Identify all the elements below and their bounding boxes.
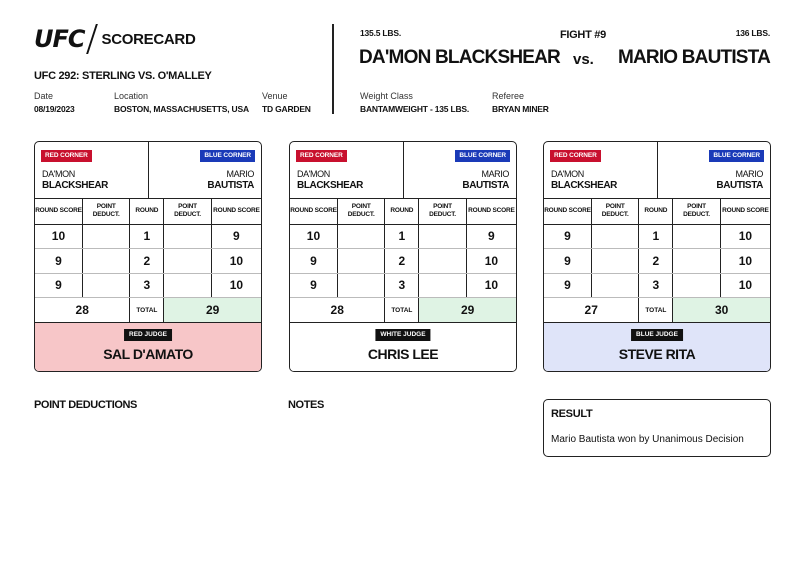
date-label: Date bbox=[34, 91, 54, 101]
score-table-header bbox=[35, 199, 261, 224]
location-value: BOSTON, MASSACHUSETTS, USA bbox=[114, 104, 249, 114]
red-total-score: 28 bbox=[290, 298, 385, 323]
blue-corner-fighter bbox=[207, 168, 254, 192]
red-last-name: BLACKSHEAR bbox=[42, 180, 109, 191]
meta-venue bbox=[262, 91, 311, 114]
red-round-score: 9 bbox=[544, 224, 591, 249]
round-row bbox=[35, 249, 261, 274]
blue-point-deduct bbox=[419, 249, 466, 274]
card-header bbox=[35, 142, 261, 199]
round-number: 1 bbox=[385, 224, 419, 249]
judge-footer bbox=[544, 323, 770, 372]
red-first-name: DA'MON bbox=[297, 169, 330, 179]
red-corner-badge: RED CORNER bbox=[296, 150, 347, 162]
red-point-deduct bbox=[82, 273, 129, 298]
blue-fighter-weight: 136 LBS. bbox=[735, 28, 770, 38]
judge-footer bbox=[290, 323, 516, 372]
total-label: TOTAL bbox=[639, 298, 673, 323]
blue-point-deduct bbox=[419, 224, 466, 249]
meta-date bbox=[34, 91, 75, 114]
judge-name: STEVE RITA bbox=[618, 346, 696, 362]
blue-round-score: 10 bbox=[466, 249, 516, 274]
red-round-score: 9 bbox=[290, 249, 337, 274]
blue-fighter-name: MARIO BAUTISTA bbox=[617, 47, 770, 68]
red-corner-fighter bbox=[42, 168, 108, 192]
totals-row bbox=[290, 298, 516, 323]
card-header-divider bbox=[657, 142, 658, 199]
blue-point-deduct-header: POINT DEDUCT. bbox=[164, 199, 211, 224]
round-row bbox=[544, 273, 770, 298]
round-row bbox=[35, 273, 261, 298]
round-number: 1 bbox=[639, 224, 673, 249]
judge-color-badge: RED JUDGE bbox=[124, 329, 172, 341]
blue-total-score: 29 bbox=[164, 298, 261, 323]
blue-point-deduct bbox=[673, 249, 720, 274]
blue-round-score-header: ROUND SCORE bbox=[720, 199, 770, 224]
round-row bbox=[290, 273, 516, 298]
blue-point-deduct bbox=[164, 249, 211, 274]
point-deductions-title: POINT DEDUCTIONS bbox=[34, 399, 137, 411]
card-header-divider bbox=[148, 142, 149, 199]
fight-number: FIGHT #9 bbox=[560, 29, 606, 41]
judge-color-badge: WHITE JUDGE bbox=[375, 329, 430, 341]
blue-round-score-header: ROUND SCORE bbox=[466, 199, 516, 224]
red-corner-fighter bbox=[297, 168, 363, 192]
red-point-deduct bbox=[591, 249, 638, 274]
blue-point-deduct bbox=[419, 273, 466, 298]
red-round-score-header: ROUND SCORE bbox=[544, 199, 591, 224]
date-value: 08/19/2023 bbox=[34, 104, 75, 114]
weight-class-label: Weight Class bbox=[360, 91, 413, 101]
header-divider bbox=[332, 24, 334, 114]
round-row bbox=[35, 224, 261, 249]
judge-name: CHRIS LEE bbox=[367, 346, 439, 362]
venue-value: TD GARDEN bbox=[262, 104, 311, 114]
blue-first-name: MARIO bbox=[481, 169, 509, 179]
judge-scorecard-2 bbox=[289, 141, 517, 372]
meta-referee bbox=[492, 91, 549, 114]
round-number: 2 bbox=[639, 249, 673, 274]
blue-last-name: BAUTISTA bbox=[716, 180, 763, 191]
judge-color-badge: BLUE JUDGE bbox=[631, 329, 683, 341]
venue-label: Venue bbox=[262, 91, 288, 101]
blue-point-deduct bbox=[673, 224, 720, 249]
total-label: TOTAL bbox=[130, 298, 164, 323]
judge-footer bbox=[35, 323, 261, 372]
red-point-deduct bbox=[82, 249, 129, 274]
blue-point-deduct-header: POINT DEDUCT. bbox=[673, 199, 720, 224]
logo-ufc-text: UFC bbox=[34, 25, 85, 53]
blue-total-score: 30 bbox=[673, 298, 770, 323]
red-point-deduct bbox=[82, 224, 129, 249]
red-first-name: DA'MON bbox=[42, 169, 75, 179]
blue-round-score: 10 bbox=[720, 249, 770, 274]
weight-class-value: BANTAMWEIGHT - 135 LBS. bbox=[360, 104, 470, 114]
round-number: 3 bbox=[639, 273, 673, 298]
blue-point-deduct bbox=[673, 273, 720, 298]
blue-point-deduct-header: POINT DEDUCT. bbox=[419, 199, 466, 224]
round-row bbox=[544, 224, 770, 249]
logo-scorecard-text: SCORECARD bbox=[101, 30, 196, 48]
card-header-divider bbox=[403, 142, 404, 199]
round-number: 3 bbox=[130, 273, 164, 298]
blue-total-score: 29 bbox=[419, 298, 516, 323]
meta-location bbox=[114, 91, 249, 114]
round-number: 2 bbox=[385, 249, 419, 274]
blue-corner-badge: BLUE CORNER bbox=[709, 150, 764, 162]
blue-last-name: BAUTISTA bbox=[207, 180, 254, 191]
ufc-logo bbox=[34, 24, 195, 54]
red-round-score: 9 bbox=[290, 273, 337, 298]
logo-slash bbox=[86, 24, 98, 54]
round-header: ROUND bbox=[639, 199, 673, 224]
blue-round-score-header: ROUND SCORE bbox=[211, 199, 261, 224]
red-point-deduct-header: POINT DEDUCT. bbox=[337, 199, 384, 224]
round-row bbox=[290, 224, 516, 249]
card-header bbox=[290, 142, 516, 199]
referee-label: Referee bbox=[492, 91, 525, 101]
event-title: UFC 292: STERLING VS. O'MALLEY bbox=[34, 70, 212, 82]
red-point-deduct bbox=[337, 249, 384, 274]
blue-round-score: 10 bbox=[211, 273, 261, 298]
blue-first-name: MARIO bbox=[226, 169, 254, 179]
blue-corner-fighter bbox=[462, 168, 509, 192]
red-corner-badge: RED CORNER bbox=[41, 150, 92, 162]
round-row bbox=[544, 249, 770, 274]
red-round-score-header: ROUND SCORE bbox=[35, 199, 82, 224]
blue-first-name: MARIO bbox=[735, 169, 763, 179]
score-table bbox=[35, 199, 261, 323]
red-point-deduct-header: POINT DEDUCT. bbox=[591, 199, 638, 224]
result-title: RESULT bbox=[551, 408, 593, 420]
result-text: Mario Bautista won by Unanimous Decision bbox=[551, 434, 744, 445]
round-header: ROUND bbox=[130, 199, 164, 224]
meta-weight-class bbox=[360, 91, 469, 114]
round-number: 2 bbox=[130, 249, 164, 274]
red-corner-badge: RED CORNER bbox=[550, 150, 601, 162]
blue-point-deduct bbox=[164, 273, 211, 298]
blue-round-score: 10 bbox=[211, 249, 261, 274]
round-header: ROUND bbox=[385, 199, 419, 224]
red-round-score: 9 bbox=[35, 249, 82, 274]
red-round-score: 9 bbox=[35, 273, 82, 298]
blue-corner-badge: BLUE CORNER bbox=[455, 150, 510, 162]
card-header bbox=[544, 142, 770, 199]
red-total-score: 27 bbox=[544, 298, 639, 323]
red-point-deduct bbox=[337, 224, 384, 249]
blue-point-deduct bbox=[164, 224, 211, 249]
red-point-deduct-header: POINT DEDUCT. bbox=[82, 199, 129, 224]
location-label: Location bbox=[114, 91, 149, 101]
score-table-header bbox=[544, 199, 770, 224]
red-round-score: 10 bbox=[290, 224, 337, 249]
red-round-score-header: ROUND SCORE bbox=[290, 199, 337, 224]
blue-round-score: 9 bbox=[466, 224, 516, 249]
score-table-header bbox=[290, 199, 516, 224]
vs-label: vs. bbox=[573, 51, 594, 68]
blue-round-score: 10 bbox=[720, 273, 770, 298]
red-round-score: 10 bbox=[35, 224, 82, 249]
blue-round-score: 10 bbox=[720, 224, 770, 249]
round-number: 3 bbox=[385, 273, 419, 298]
red-point-deduct bbox=[591, 224, 638, 249]
red-fighter-name: DA'MON BLACKSHEAR bbox=[359, 47, 560, 68]
round-number: 1 bbox=[130, 224, 164, 249]
red-total-score: 28 bbox=[35, 298, 130, 323]
red-last-name: BLACKSHEAR bbox=[297, 180, 364, 191]
score-table bbox=[544, 199, 770, 323]
red-point-deduct bbox=[337, 273, 384, 298]
blue-round-score: 9 bbox=[211, 224, 261, 249]
blue-corner-badge: BLUE CORNER bbox=[200, 150, 255, 162]
red-round-score: 9 bbox=[544, 249, 591, 274]
score-table bbox=[290, 199, 516, 323]
blue-corner-fighter bbox=[716, 168, 763, 192]
judge-scorecard-1 bbox=[34, 141, 262, 372]
red-round-score: 9 bbox=[544, 273, 591, 298]
red-last-name: BLACKSHEAR bbox=[551, 180, 618, 191]
red-corner-fighter bbox=[551, 168, 617, 192]
red-point-deduct bbox=[591, 273, 638, 298]
judge-name: SAL D'AMATO bbox=[103, 346, 193, 362]
blue-last-name: BAUTISTA bbox=[462, 180, 509, 191]
total-label: TOTAL bbox=[385, 298, 419, 323]
referee-value: BRYAN MINER bbox=[492, 104, 549, 114]
blue-round-score: 10 bbox=[466, 273, 516, 298]
red-fighter-weight: 135.5 LBS. bbox=[360, 28, 401, 38]
totals-row bbox=[35, 298, 261, 323]
red-first-name: DA'MON bbox=[551, 169, 584, 179]
result-box bbox=[543, 399, 771, 457]
round-row bbox=[290, 249, 516, 274]
judge-scorecard-3 bbox=[543, 141, 771, 372]
notes-title: NOTES bbox=[288, 399, 324, 411]
totals-row bbox=[544, 298, 770, 323]
